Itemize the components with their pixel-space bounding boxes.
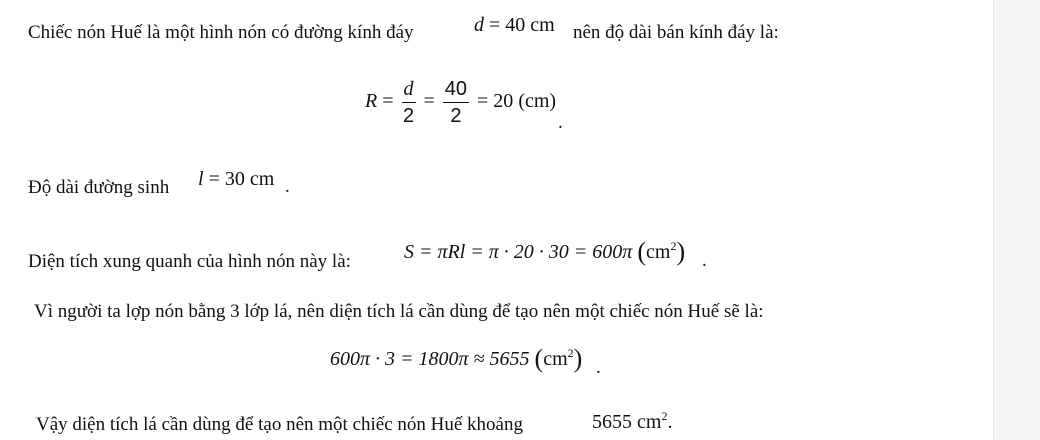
equation-total-period: . [596, 357, 601, 378]
paragraph-lateral-area: Diện tích xung quanh của hình nón này là: [28, 251, 351, 272]
fraction-2-denominator: 2 [450, 104, 462, 127]
fraction-d-over-2 [402, 78, 416, 127]
math-conclusion-value [592, 404, 672, 434]
formula-lateral-area-expr: S = πRl = π · 20 · 30 = 600π [404, 241, 633, 263]
conclusion-value: 5655 cm [592, 411, 662, 433]
math-diameter-eq: = 40 cm [484, 14, 555, 36]
math-slant-eq: = 30 cm [203, 168, 275, 190]
equation-total-exp: 2 [567, 346, 574, 360]
paragraph-three-layers: Vì người ta lợp nón bằng 3 lớp lá, nên diện tích lá cần dùng để tạo nên một chiếc nón Huế sẽ là: [34, 301, 764, 322]
paragraph-slant-period: . [285, 176, 290, 197]
eq-radius-result: = 20 [477, 90, 514, 112]
equation-total-unit: cm [543, 348, 568, 370]
math-diameter-var: d [474, 14, 484, 36]
formula-lateral-area-period: . [702, 250, 707, 271]
equation-radius [365, 74, 556, 128]
math-slant-var: l [198, 168, 204, 190]
conclusion-exp: 2 [661, 409, 668, 423]
eq-radius-eq2: = [423, 90, 435, 112]
eq-radius-unit: (cm) [518, 90, 557, 112]
fraction-2-numerator: 40 [443, 78, 469, 103]
fraction-1-denominator: 2 [402, 104, 415, 127]
formula-lateral-area: S = πRl = π · 20 · 30 = 600π $(cm^2)$ [404, 237, 686, 266]
fraction-40-over-2 [443, 78, 469, 127]
eq-radius-period: . [558, 112, 563, 133]
equation-total-area: 600π · 3 = 1800π ≈ 5655 $(cm^2)$ [330, 344, 583, 373]
paragraph-slant: Độ dài đường sinh [28, 177, 170, 198]
fraction-1-numerator: d [402, 78, 416, 103]
math-slant [198, 167, 274, 191]
paragraph-conclusion: Vậy diện tích lá cần dùng để tạo nên một chiếc nón Huế khoảng [36, 414, 523, 435]
paragraph-diameter-post: nên độ dài bán kính đáy là: [573, 22, 779, 43]
paragraph-diameter-pre: Chiếc nón Huế là một hình nón có đường kính đáy [28, 22, 414, 43]
side-gutter [993, 0, 1040, 440]
eq-radius-eq1: = [382, 90, 394, 112]
conclusion-period: . [667, 411, 673, 433]
formula-lateral-area-unit: cm [646, 241, 671, 263]
equation-total-expr: 600π · 3 = 1800π ≈ 5655 [330, 348, 530, 370]
math-diameter [474, 13, 555, 37]
formula-lateral-area-exp: 2 [670, 239, 677, 253]
eq-radius-lhs: R [365, 90, 378, 112]
paragraph-diameter [28, 21, 414, 45]
